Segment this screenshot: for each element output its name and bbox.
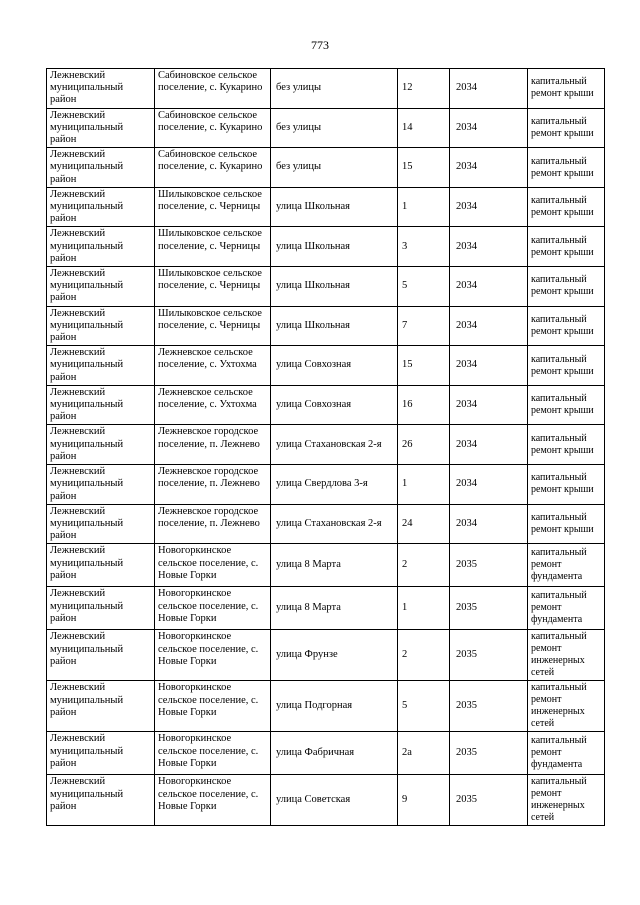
settlement-cell: Сабиновское сельское поселение, с. Кукарино bbox=[155, 69, 271, 109]
house-number-cell: 15 bbox=[398, 346, 450, 386]
district-cell: Лежневский муниципальный район bbox=[47, 504, 155, 544]
year-cell: 2034 bbox=[450, 267, 528, 307]
table-row bbox=[47, 267, 605, 307]
year-cell: 2034 bbox=[450, 425, 528, 465]
table-row bbox=[47, 630, 605, 681]
district-cell: Лежневский муниципальный район bbox=[47, 187, 155, 227]
table-row bbox=[47, 425, 605, 465]
settlement-cell: Шилыковское сельское поселение, с. Черницы bbox=[155, 187, 271, 227]
work-type-cell: капитальный ремонт фундамента bbox=[528, 544, 605, 587]
district-cell: Лежневский муниципальный район bbox=[47, 630, 155, 681]
house-number-cell: 9 bbox=[398, 775, 450, 826]
street-cell: без улицы bbox=[271, 148, 398, 188]
house-number-cell: 2 bbox=[398, 544, 450, 587]
street-cell: улица 8 Марта bbox=[271, 544, 398, 587]
table-row bbox=[47, 504, 605, 544]
year-cell: 2035 bbox=[450, 630, 528, 681]
work-type-cell: капитальный ремонт фундамента bbox=[528, 732, 605, 775]
table-row bbox=[47, 775, 605, 826]
street-cell: улица Советская bbox=[271, 775, 398, 826]
street-cell: улица Совхозная bbox=[271, 385, 398, 425]
street-cell: улица Школьная bbox=[271, 187, 398, 227]
settlement-cell: Новогоркинское сельское поселение, с. Новые Горки bbox=[155, 630, 271, 681]
page-number: 773 bbox=[311, 38, 329, 52]
year-cell: 2035 bbox=[450, 544, 528, 587]
work-type-cell: капитальный ремонт крыши bbox=[528, 306, 605, 346]
settlement-cell: Лежневское сельское поселение, с. Ухтохма bbox=[155, 385, 271, 425]
table-row bbox=[47, 732, 605, 775]
house-number-cell: 1 bbox=[398, 465, 450, 505]
house-number-cell: 26 bbox=[398, 425, 450, 465]
district-cell: Лежневский муниципальный район bbox=[47, 108, 155, 148]
work-type-cell: капитальный ремонт фундамента bbox=[528, 587, 605, 630]
work-type-cell: капитальный ремонт крыши bbox=[528, 148, 605, 188]
table-row bbox=[47, 587, 605, 630]
district-cell: Лежневский муниципальный район bbox=[47, 425, 155, 465]
settlement-cell: Новогоркинское сельское поселение, с. Новые Горки bbox=[155, 681, 271, 732]
year-cell: 2034 bbox=[450, 306, 528, 346]
settlement-cell: Сабиновское сельское поселение, с. Кукарино bbox=[155, 108, 271, 148]
work-type-cell: капитальный ремонт крыши bbox=[528, 69, 605, 109]
settlement-cell: Новогоркинское сельское поселение, с. Новые Горки bbox=[155, 587, 271, 630]
table-row bbox=[47, 306, 605, 346]
house-number-cell: 15 bbox=[398, 148, 450, 188]
street-cell: улица Школьная bbox=[271, 227, 398, 267]
work-type-cell: капитальный ремонт крыши bbox=[528, 465, 605, 505]
settlement-cell: Лежневское городское поселение, п. Лежнево bbox=[155, 465, 271, 505]
street-cell: улица Школьная bbox=[271, 306, 398, 346]
street-cell: улица Фабричная bbox=[271, 732, 398, 775]
district-cell: Лежневский муниципальный район bbox=[47, 227, 155, 267]
street-cell: улица Подгорная bbox=[271, 681, 398, 732]
street-cell: без улицы bbox=[271, 108, 398, 148]
district-cell: Лежневский муниципальный район bbox=[47, 306, 155, 346]
table-row bbox=[47, 148, 605, 188]
year-cell: 2034 bbox=[450, 465, 528, 505]
table-row bbox=[47, 465, 605, 505]
house-number-cell: 14 bbox=[398, 108, 450, 148]
work-type-cell: капитальный ремонт крыши bbox=[528, 267, 605, 307]
table-row bbox=[47, 385, 605, 425]
settlement-cell: Лежневское городское поселение, п. Лежнево bbox=[155, 504, 271, 544]
house-number-cell: 3 bbox=[398, 227, 450, 267]
work-type-cell: капитальный ремонт крыши bbox=[528, 187, 605, 227]
district-cell: Лежневский муниципальный район bbox=[47, 346, 155, 386]
house-number-cell: 24 bbox=[398, 504, 450, 544]
street-cell: улица Стахановская 2-я bbox=[271, 504, 398, 544]
year-cell: 2035 bbox=[450, 681, 528, 732]
settlement-cell: Новогоркинское сельское поселение, с. Новые Горки bbox=[155, 775, 271, 826]
work-type-cell: капитальный ремонт крыши bbox=[528, 385, 605, 425]
year-cell: 2034 bbox=[450, 69, 528, 109]
street-cell: без улицы bbox=[271, 69, 398, 109]
street-cell: улица Фрунзе bbox=[271, 630, 398, 681]
work-type-cell: капитальный ремонт крыши bbox=[528, 346, 605, 386]
district-cell: Лежневский муниципальный район bbox=[47, 69, 155, 109]
work-type-cell: капитальный ремонт крыши bbox=[528, 425, 605, 465]
district-cell: Лежневский муниципальный район bbox=[47, 732, 155, 775]
work-type-cell: капитальный ремонт инженерных сетей bbox=[528, 630, 605, 681]
table-row bbox=[47, 681, 605, 732]
house-number-cell: 1 bbox=[398, 587, 450, 630]
district-cell: Лежневский муниципальный район bbox=[47, 148, 155, 188]
house-number-cell: 1 bbox=[398, 187, 450, 227]
house-number-cell: 12 bbox=[398, 69, 450, 109]
house-number-cell: 5 bbox=[398, 267, 450, 307]
table-row bbox=[47, 108, 605, 148]
house-number-cell: 16 bbox=[398, 385, 450, 425]
settlement-cell: Лежневское городское поселение, п. Лежнево bbox=[155, 425, 271, 465]
table-row bbox=[47, 69, 605, 109]
year-cell: 2035 bbox=[450, 732, 528, 775]
year-cell: 2034 bbox=[450, 108, 528, 148]
settlement-cell: Шилыковское сельское поселение, с. Черницы bbox=[155, 306, 271, 346]
year-cell: 2034 bbox=[450, 148, 528, 188]
table-row bbox=[47, 544, 605, 587]
work-type-cell: капитальный ремонт инженерных сетей bbox=[528, 775, 605, 826]
district-cell: Лежневский муниципальный район bbox=[47, 544, 155, 587]
district-cell: Лежневский муниципальный район bbox=[47, 267, 155, 307]
house-number-cell: 2а bbox=[398, 732, 450, 775]
settlement-cell: Новогоркинское сельское поселение, с. Новые Горки bbox=[155, 544, 271, 587]
table-row bbox=[47, 346, 605, 386]
settlement-cell: Лежневское сельское поселение, с. Ухтохма bbox=[155, 346, 271, 386]
district-cell: Лежневский муниципальный район bbox=[47, 775, 155, 826]
housing-repair-table bbox=[46, 68, 605, 826]
street-cell: улица Школьная bbox=[271, 267, 398, 307]
work-type-cell: капитальный ремонт крыши bbox=[528, 108, 605, 148]
table-row bbox=[47, 187, 605, 227]
work-type-cell: капитальный ремонт крыши bbox=[528, 504, 605, 544]
street-cell: улица 8 Марта bbox=[271, 587, 398, 630]
street-cell: улица Совхозная bbox=[271, 346, 398, 386]
work-type-cell: капитальный ремонт инженерных сетей bbox=[528, 681, 605, 732]
year-cell: 2034 bbox=[450, 504, 528, 544]
settlement-cell: Шилыковское сельское поселение, с. Черницы bbox=[155, 267, 271, 307]
work-type-cell: капитальный ремонт крыши bbox=[528, 227, 605, 267]
year-cell: 2034 bbox=[450, 227, 528, 267]
settlement-cell: Сабиновское сельское поселение, с. Кукарино bbox=[155, 148, 271, 188]
house-number-cell: 7 bbox=[398, 306, 450, 346]
district-cell: Лежневский муниципальный район bbox=[47, 681, 155, 732]
settlement-cell: Новогоркинское сельское поселение, с. Новые Горки bbox=[155, 732, 271, 775]
year-cell: 2034 bbox=[450, 385, 528, 425]
district-cell: Лежневский муниципальный район bbox=[47, 587, 155, 630]
year-cell: 2034 bbox=[450, 187, 528, 227]
street-cell: улица Свердлова 3-я bbox=[271, 465, 398, 505]
year-cell: 2034 bbox=[450, 346, 528, 386]
house-number-cell: 2 bbox=[398, 630, 450, 681]
street-cell: улица Стахановская 2-я bbox=[271, 425, 398, 465]
year-cell: 2035 bbox=[450, 587, 528, 630]
house-number-cell: 5 bbox=[398, 681, 450, 732]
settlement-cell: Шилыковское сельское поселение, с. Черницы bbox=[155, 227, 271, 267]
table-row bbox=[47, 227, 605, 267]
district-cell: Лежневский муниципальный район bbox=[47, 385, 155, 425]
year-cell: 2035 bbox=[450, 775, 528, 826]
district-cell: Лежневский муниципальный район bbox=[47, 465, 155, 505]
